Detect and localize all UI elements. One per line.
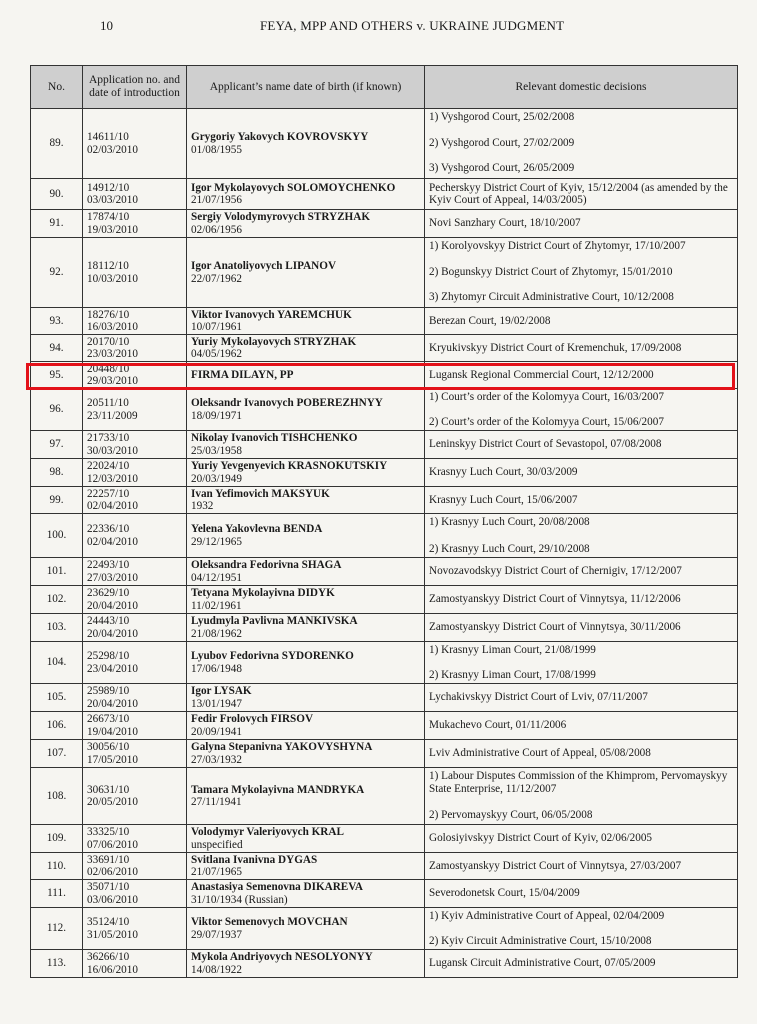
decisions-cell [425, 109, 738, 179]
applicant-cell [187, 431, 425, 459]
date-of-birth: 04/05/1962 [191, 348, 242, 360]
introduction-date: 19/04/2010 [87, 725, 138, 738]
table-row [31, 459, 738, 487]
introduction-date: 02/03/2010 [87, 143, 138, 156]
decisions-cell [425, 642, 738, 684]
decisions-cell [425, 459, 738, 487]
row-number: 94. [31, 335, 83, 362]
domestic-decision: Zamostyanskyy District Court of Vinnytsya, 27/03/2007 [429, 859, 682, 872]
applicant-name: Yuriy Yevgenyevich KRASNOKUTSKIY [191, 460, 388, 472]
applicant-name: Volodymyr Valeriyovych KRAL [191, 826, 344, 838]
domestic-decision: Lugansk Regional Commercial Court, 12/12/2000 [429, 368, 654, 381]
applicant-cell [187, 362, 425, 389]
applicant-name: Nikolay Ivanovich TISHCHENKO [191, 432, 358, 444]
introduction-date: 02/06/2010 [87, 866, 138, 878]
table-row [31, 712, 738, 740]
date-of-birth: 21/07/1965 [191, 866, 242, 878]
applicant-name: Tetyana Mykolayivna DIDYK [191, 587, 335, 599]
table-row [31, 684, 738, 712]
date-of-birth: 1932 [191, 500, 214, 512]
row-number: 108. [31, 768, 83, 825]
table-body [31, 109, 738, 978]
applicant-name: Oleksandra Fedorivna SHAGA [191, 559, 342, 571]
date-of-birth: 21/07/1956 [191, 194, 242, 206]
application-number: 36266/10 [87, 951, 130, 963]
date-of-birth: 27/03/1932 [191, 753, 242, 766]
table-row [31, 950, 738, 978]
date-of-birth: 27/11/1941 [191, 796, 242, 808]
row-number: 95. [31, 362, 83, 389]
row-number: 89. [31, 109, 83, 179]
table-row [31, 210, 738, 238]
application-number: 30631/10 [87, 783, 130, 796]
domestic-decision: 2) Krasnyy Luch Court, 29/10/2008 [429, 542, 590, 555]
row-number: 111. [31, 880, 83, 908]
decisions-cell [425, 880, 738, 908]
date-of-birth: 10/07/1961 [191, 321, 242, 333]
domestic-decision: 1) Krasnyy Liman Court, 21/08/1999 [429, 644, 596, 656]
applicant-cell [187, 908, 425, 950]
introduction-date: 19/03/2010 [87, 223, 138, 236]
introduction-date: 23/03/2010 [87, 348, 138, 360]
decisions-cell [425, 853, 738, 880]
row-number: 103. [31, 614, 83, 642]
introduction-date: 02/04/2010 [87, 500, 138, 512]
application-cell [83, 459, 187, 487]
domestic-decision: Lychakivskyy District Court of Lviv, 07/11/2007 [429, 691, 648, 704]
introduction-date: 23/11/2009 [87, 409, 138, 422]
table-row [31, 389, 738, 431]
introduction-date: 20/04/2010 [87, 599, 138, 612]
applicant-name: Oleksandr Ivanovych POBEREZHNYY [191, 397, 383, 409]
date-of-birth: 11/02/1961 [191, 599, 242, 612]
introduction-date: 23/04/2010 [87, 662, 138, 675]
row-number: 91. [31, 210, 83, 238]
applicant-name: Lyudmyla Pavlivna MANKIVSKA [191, 615, 358, 627]
application-number: 20170/10 [87, 335, 130, 348]
row-number: 90. [31, 179, 83, 210]
domestic-decision: Lviv Administrative Court of Appeal, 05/08/2008 [429, 747, 651, 760]
date-of-birth: 01/08/1955 [191, 143, 242, 156]
row-number: 107. [31, 740, 83, 768]
introduction-date: 31/05/2010 [87, 928, 138, 941]
application-cell [83, 950, 187, 978]
application-cell [83, 335, 187, 362]
applicant-cell [187, 210, 425, 238]
introduction-date: 02/04/2010 [87, 535, 138, 548]
row-number: 112. [31, 908, 83, 950]
application-cell [83, 614, 187, 642]
table-row [31, 308, 738, 335]
decisions-cell [425, 335, 738, 362]
domestic-decision: Zamostyanskyy District Court of Vinnytsya, 30/11/2006 [429, 621, 681, 634]
applicant-name: Igor Mykolayovych SOLOMOYCHENKO [191, 181, 396, 194]
application-cell [83, 308, 187, 335]
applicant-name: Igor LYSAK [191, 685, 252, 697]
date-of-birth: 14/08/1922 [191, 963, 242, 976]
application-number: 22024/10 [87, 460, 130, 472]
applicant-name: Fedir Frolovych FIRSOV [191, 713, 314, 725]
applicants-table [30, 65, 738, 978]
domestic-decision: 1) Court’s order of the Kolomyya Court, 16/03/2007 [429, 391, 664, 403]
domestic-decision: Novozavodskyy District Court of Chernigiv, 17/12/2007 [429, 565, 682, 578]
application-cell [83, 362, 187, 389]
domestic-decision: 2) Vyshgorod Court, 27/02/2009 [429, 136, 575, 149]
applicant-cell [187, 459, 425, 487]
applicant-cell [187, 558, 425, 586]
table-row [31, 614, 738, 642]
table-row [31, 768, 738, 825]
table-row [31, 642, 738, 684]
row-number: 101. [31, 558, 83, 586]
domestic-decision: Berezan Court, 19/02/2008 [429, 314, 551, 327]
date-of-birth: 04/12/1951 [191, 571, 242, 584]
row-number: 97. [31, 431, 83, 459]
table-row [31, 586, 738, 614]
application-number: 20448/10 [87, 362, 130, 375]
decisions-cell [425, 614, 738, 642]
applicant-cell [187, 109, 425, 179]
row-number: 109. [31, 825, 83, 853]
table-row [31, 487, 738, 514]
domestic-decision: 1) Labour Disputes Commission of the Khimprom, Pervomayskyy State Enterprise, 11/12/2007 [429, 770, 728, 795]
application-cell [83, 586, 187, 614]
introduction-date: 16/06/2010 [87, 963, 138, 976]
applicant-name: Sergiy Volodymyrovych STRYZHAK [191, 211, 371, 223]
application-number: 30056/10 [87, 741, 130, 753]
application-number: 33691/10 [87, 853, 130, 866]
applicant-name: Viktor Semenovych MOVCHAN [191, 916, 348, 928]
domestic-decision: Severodonetsk Court, 15/04/2009 [429, 887, 580, 900]
introduction-date: 17/05/2010 [87, 753, 138, 766]
introduction-date: 16/03/2010 [87, 321, 138, 333]
application-cell [83, 238, 187, 308]
applicant-name: Lyubov Fedorivna SYDORENKO [191, 650, 354, 662]
row-number: 92. [31, 238, 83, 308]
domestic-decision: Leninskyy District Court of Sevastopol, 07/08/2008 [429, 438, 662, 451]
decisions-cell [425, 558, 738, 586]
domestic-decision: 1) Vyshgorod Court, 25/02/2008 [429, 111, 575, 123]
applicant-cell [187, 335, 425, 362]
application-number: 25989/10 [87, 685, 130, 697]
application-number: 18276/10 [87, 308, 130, 321]
applicant-cell [187, 740, 425, 768]
application-number: 17874/10 [87, 211, 130, 223]
domestic-decision: Golosiyivskyy District Court of Kyiv, 02/06/2005 [429, 832, 653, 845]
application-number: 24443/10 [87, 615, 130, 627]
decisions-cell [425, 238, 738, 308]
application-number: 14611/10 [87, 131, 129, 143]
applicant-cell [187, 614, 425, 642]
decisions-cell [425, 431, 738, 459]
applicant-name: Viktor Ivanovych YAREMCHUK [191, 308, 352, 321]
page-number: 10 [100, 18, 113, 33]
date-of-birth: 17/06/1948 [191, 662, 242, 675]
row-number: 110. [31, 853, 83, 880]
date-of-birth: 02/06/1956 [191, 223, 242, 236]
application-cell [83, 109, 187, 179]
application-number: 33325/10 [87, 826, 130, 838]
introduction-date: 07/06/2010 [87, 838, 138, 851]
domestic-decision: 2) Bogunskyy District Court of Zhytomyr, 15/01/2010 [429, 265, 673, 278]
applicant-cell [187, 950, 425, 978]
applicant-name: Ivan Yefimovich MAKSYUK [191, 487, 330, 500]
domestic-decision: 2) Krasnyy Liman Court, 17/08/1999 [429, 668, 596, 681]
column-header-applicant: Applicant’s name date of birth (if known) [187, 66, 425, 109]
domestic-decision: Krasnyy Luch Court, 15/06/2007 [429, 493, 578, 506]
date-of-birth: 25/03/1958 [191, 444, 242, 457]
table-row [31, 109, 738, 179]
application-number: 20511/10 [87, 397, 129, 409]
decisions-cell [425, 740, 738, 768]
introduction-date: 20/04/2010 [87, 627, 138, 640]
application-cell [83, 389, 187, 431]
introduction-date: 03/03/2010 [87, 194, 138, 206]
applicant-name: Grygoriy Yakovych KOVROVSKYY [191, 131, 369, 143]
decisions-cell [425, 308, 738, 335]
domestic-decision: Novi Sanzhary Court, 18/10/2007 [429, 217, 581, 230]
table-row [31, 238, 738, 308]
date-of-birth: 20/09/1941 [191, 725, 242, 738]
applicant-name: Tamara Mykolayivna MANDRYKA [191, 783, 365, 796]
decisions-cell [425, 362, 738, 389]
application-number: 22493/10 [87, 559, 130, 571]
domestic-decision: 2) Court’s order of the Kolomyya Court, 15/06/2007 [429, 415, 664, 428]
application-cell [83, 908, 187, 950]
date-of-birth: 22/07/1962 [191, 272, 242, 285]
column-header-no: No. [31, 66, 83, 109]
decisions-cell [425, 487, 738, 514]
decisions-cell [425, 179, 738, 210]
date-of-birth: unspecified [191, 838, 243, 851]
application-number: 22336/10 [87, 523, 130, 535]
application-cell [83, 431, 187, 459]
introduction-date: 27/03/2010 [87, 571, 138, 584]
row-number: 98. [31, 459, 83, 487]
application-number: 35124/10 [87, 916, 130, 928]
table-row [31, 335, 738, 362]
applicant-cell [187, 389, 425, 431]
applicant-cell [187, 514, 425, 558]
applicant-cell [187, 853, 425, 880]
table-row [31, 514, 738, 558]
application-number: 14912/10 [87, 181, 130, 194]
column-header-application: Application no. and date of introduction [83, 66, 187, 109]
domestic-decision: 1) Korolyovskyy District Court of Zhytomyr, 17/10/2007 [429, 240, 686, 252]
table-row [31, 740, 738, 768]
introduction-date: 20/05/2010 [87, 796, 138, 808]
introduction-date: 10/03/2010 [87, 272, 138, 285]
table-row [31, 853, 738, 880]
row-number: 99. [31, 487, 83, 514]
date-of-birth: 31/10/1934 (Russian) [191, 893, 288, 906]
decisions-cell [425, 389, 738, 431]
applicant-name: Svitlana Ivanivna DYGAS [191, 853, 318, 866]
applicant-cell [187, 880, 425, 908]
applicant-cell [187, 825, 425, 853]
table-row [31, 908, 738, 950]
decisions-cell [425, 908, 738, 950]
introduction-date: 29/03/2010 [87, 375, 138, 387]
decisions-cell [425, 825, 738, 853]
date-of-birth: 20/03/1949 [191, 472, 242, 485]
domestic-decision: Krasnyy Luch Court, 30/03/2009 [429, 466, 578, 479]
applicant-cell [187, 684, 425, 712]
domestic-decision: 3) Vyshgorod Court, 26/05/2009 [429, 162, 575, 174]
applicant-cell [187, 487, 425, 514]
decisions-cell [425, 586, 738, 614]
table-row [31, 825, 738, 853]
application-cell [83, 487, 187, 514]
introduction-date: 20/04/2010 [87, 697, 138, 710]
applicant-name: Galyna Stepanivna YAKOVYSHYNA [191, 741, 373, 753]
application-cell [83, 768, 187, 825]
table-row [31, 179, 738, 210]
decisions-cell [425, 684, 738, 712]
application-number: 23629/10 [87, 587, 130, 599]
application-number: 25298/10 [87, 650, 130, 662]
row-number: 104. [31, 642, 83, 684]
table-row [31, 880, 738, 908]
application-cell [83, 825, 187, 853]
application-cell [83, 712, 187, 740]
application-cell [83, 514, 187, 558]
date-of-birth: 29/12/1965 [191, 535, 242, 548]
row-number: 93. [31, 308, 83, 335]
applicant-name: FIRMA DILAYN, PP [191, 368, 294, 381]
domestic-decision: 2) Kyiv Circuit Administrative Court, 15/10/2008 [429, 934, 652, 947]
domestic-decision: Kryukivskyy District Court of Kremenchuk, 17/09/2008 [429, 341, 682, 354]
date-of-birth: 21/08/1962 [191, 627, 242, 640]
decisions-cell [425, 712, 738, 740]
application-cell [83, 642, 187, 684]
applicant-name: Yelena Yakovlevna BENDA [191, 523, 323, 535]
domestic-decision: 2) Pervomayskyy Court, 06/05/2008 [429, 809, 593, 821]
application-number: 35071/10 [87, 881, 130, 893]
row-number: 105. [31, 684, 83, 712]
introduction-date: 12/03/2010 [87, 472, 138, 485]
applicant-cell [187, 768, 425, 825]
domestic-decision: Lugansk Circuit Administrative Court, 07/05/2009 [429, 957, 656, 970]
applicant-cell [187, 179, 425, 210]
table-header-row [31, 66, 738, 109]
table-row [31, 558, 738, 586]
application-cell [83, 684, 187, 712]
row-number: 106. [31, 712, 83, 740]
application-cell [83, 880, 187, 908]
application-cell [83, 853, 187, 880]
domestic-decision: Zamostyanskyy District Court of Vinnytsya, 11/12/2006 [429, 593, 681, 606]
application-number: 21733/10 [87, 432, 130, 444]
applicant-cell [187, 586, 425, 614]
domestic-decision: 1) Krasnyy Luch Court, 20/08/2008 [429, 516, 590, 528]
column-header-decisions: Relevant domestic decisions [425, 66, 738, 109]
decisions-cell [425, 768, 738, 825]
table-row [31, 362, 738, 389]
application-cell [83, 210, 187, 238]
applicant-name: Mykola Andriyovych NESOLYONYY [191, 951, 373, 963]
domestic-decision: Mukachevo Court, 01/11/2006 [429, 719, 567, 732]
decisions-cell [425, 950, 738, 978]
decisions-cell [425, 210, 738, 238]
row-number: 100. [31, 514, 83, 558]
row-number: 96. [31, 389, 83, 431]
application-cell [83, 740, 187, 768]
domestic-decision: Pecherskyy District Court of Kyiv, 15/12/2004 (as amended by the Kyiv Court of Appeal, 14/03/2005) [429, 181, 728, 206]
applicant-name: Anastasiya Semenovna DIKAREVA [191, 881, 363, 893]
row-number: 102. [31, 586, 83, 614]
application-number: 22257/10 [87, 487, 130, 500]
introduction-date: 03/06/2010 [87, 893, 138, 906]
row-number: 113. [31, 950, 83, 978]
domestic-decision: 3) Zhytomyr Circuit Administrative Court, 10/12/2008 [429, 291, 674, 303]
application-number: 26673/10 [87, 713, 130, 725]
table-row [31, 431, 738, 459]
date-of-birth: 29/07/1937 [191, 928, 242, 941]
applicant-cell [187, 308, 425, 335]
domestic-decision: 1) Kyiv Administrative Court of Appeal, 02/04/2009 [429, 910, 665, 922]
introduction-date: 30/03/2010 [87, 444, 138, 457]
applicant-name: Yuriy Mykolayovych STRYZHAK [191, 335, 357, 348]
document-title: FEYA, MPP AND OTHERS v. UKRAINE JUDGMENT [260, 18, 565, 33]
applicant-cell [187, 238, 425, 308]
date-of-birth: 18/09/1971 [191, 409, 242, 422]
decisions-cell [425, 514, 738, 558]
application-number: 18112/10 [87, 260, 129, 272]
date-of-birth: 13/01/1947 [191, 697, 242, 710]
application-cell [83, 179, 187, 210]
page-header [0, 18, 757, 38]
application-cell [83, 558, 187, 586]
applicant-cell [187, 642, 425, 684]
applicant-name: Igor Anatoliyovych LIPANOV [191, 260, 337, 272]
applicant-cell [187, 712, 425, 740]
